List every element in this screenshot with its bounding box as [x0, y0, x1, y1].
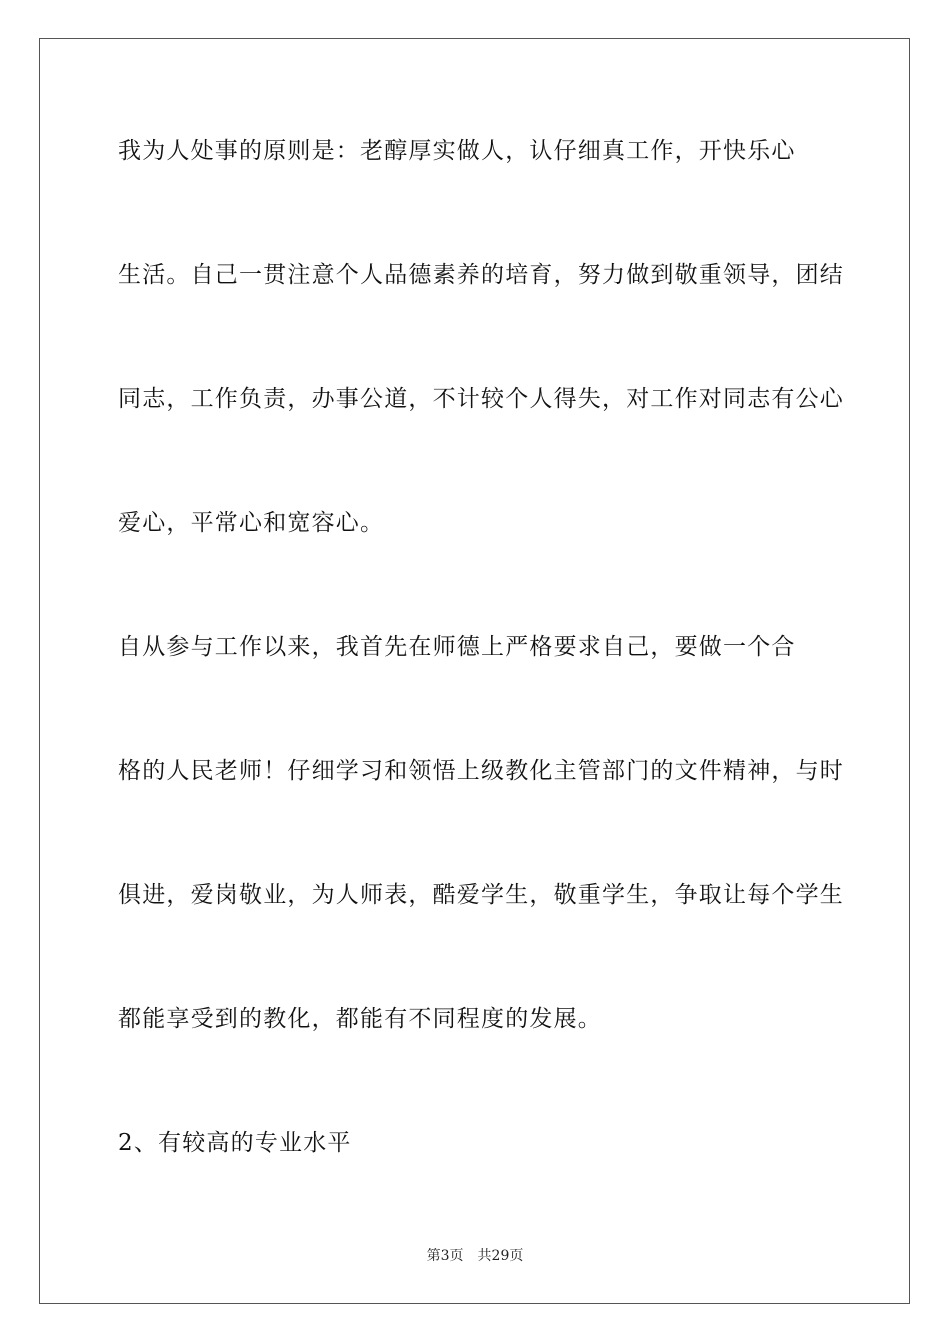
- page-total: 共29页: [477, 1248, 524, 1264]
- text-line: 自从参与工作以来，我首先在师德上严格要求自己，要做一个合: [118, 634, 796, 660]
- section-heading: 2、有较高的专业水平: [118, 1130, 352, 1156]
- page-frame: [39, 38, 910, 1304]
- page-footer: [0, 1247, 950, 1265]
- page-number: 第3页: [426, 1248, 464, 1264]
- text-line: 生活。自己一贯注意个人品德素养的培育，努力做到敬重领导，团结: [118, 262, 844, 288]
- text-line: 同志，工作负责，办事公道，不计较个人得失，对工作对同志有公心: [118, 386, 844, 412]
- text-line: 俱进，爱岗敬业，为人师表，酷爱学生，敬重学生，争取让每个学生: [118, 882, 844, 908]
- text-line: 都能享受到的教化，都能有不同程度的发展。: [118, 1006, 602, 1032]
- text-line: 爱心，平常心和宽容心。: [118, 510, 385, 536]
- text-line: 我为人处事的原则是：老醇厚实做人，认仔细真工作，开快乐心: [118, 138, 796, 164]
- text-line: 格的人民老师！仔细学习和领悟上级教化主管部门的文件精神，与时: [118, 758, 844, 784]
